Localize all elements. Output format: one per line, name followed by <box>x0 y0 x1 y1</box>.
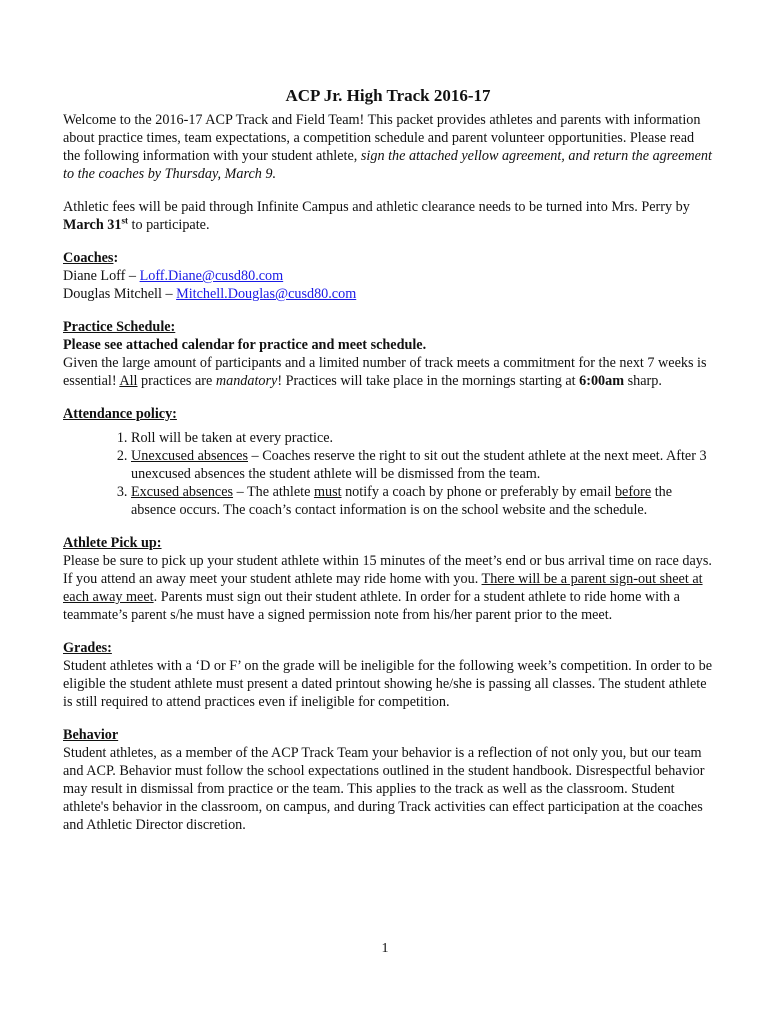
behavior-paragraph: Student athletes, as a member of the ACP Track Team your behavior is a reflection of not only you, but our team and ACP. Behavior must follow the school expectations outlined in the student handbook. Disrespectful behavior may result in dismissal from practice or the team. This applies to the track as well as the classroom. Student athlete's behavior in the classroom, on campus, and during Track activities can effect participation at the coaches and Athletic Director discretion. <box>63 745 705 833</box>
intro-paragraph <box>63 111 713 183</box>
pickup-text: . Parents must sign out their student athlete. In order for a student athlete to ride home with a teammate’s parent s/he must have a signed permission note from his/her parent prior to the meet. <box>63 589 680 623</box>
excused-before: before <box>614 484 652 500</box>
pickup-paragraph <box>63 552 713 624</box>
practice-paragraph <box>63 354 713 390</box>
coach-name: Douglas Mitchell – <box>63 286 177 302</box>
fees-tail: to participate. <box>127 217 210 233</box>
attendance-section <box>63 405 713 519</box>
grades-paragraph: Student athletes with a ‘D or F’ on the grade will be ineligible for the following week’s competition. In order to be eligible the student athlete must present a dated printout showing he/she is passing all classes. The student athlete is still required to attend practices even if ineligible for competition. <box>63 658 713 710</box>
excused-label: Excused absences <box>131 484 234 500</box>
coach-row <box>63 285 713 303</box>
pickup-text: Please be sure to pick up your student athlete within 15 minutes of the meet’s end or bus arrival time on race days. If you attend an away meet your student athlete may ride home with you. <box>63 553 712 587</box>
practice-heading: Practice Schedule: <box>63 319 176 335</box>
coaches-heading-colon: : <box>113 250 119 266</box>
excused-must: must <box>313 484 342 500</box>
pickup-signout-note: There will be a parent sign-out sheet at each away meet <box>63 571 703 605</box>
attendance-item <box>131 483 713 519</box>
practice-section <box>63 318 713 390</box>
coach-name: Diane Loff – <box>63 268 140 284</box>
coaches-section <box>63 249 713 303</box>
grades-section <box>63 639 713 711</box>
attendance-item <box>131 447 713 483</box>
intro-text: Welcome to the 2016-17 ACP Track and Field Team! This packet provides athletes and parents with information about practice times, team expectations, a competition schedule and parent volunteer opportunities. Please read the following information with your student athlete, <box>63 112 701 164</box>
excused-text: – The athlete <box>233 484 314 500</box>
coach-email-link[interactable]: Mitchell.Douglas@cusd80.com <box>176 286 357 302</box>
practice-text: ! Practices will take place in the mornings starting at <box>277 373 580 389</box>
practice-text: practices are <box>137 373 216 389</box>
behavior-section <box>63 726 713 834</box>
coach-row <box>63 267 713 285</box>
pickup-heading: Athlete Pick up: <box>63 535 162 551</box>
practice-text: sharp. <box>624 373 662 389</box>
fees-deadline: March 31 <box>63 217 122 233</box>
practice-calendar-note: Please see attached calendar for practice and meet schedule. <box>63 337 427 353</box>
excused-text: notify a coach by phone or preferably by email <box>341 484 615 500</box>
coaches-heading-label: Coaches <box>63 250 114 266</box>
practice-mandatory: mandatory <box>215 373 278 389</box>
practice-all: All <box>119 373 138 389</box>
page-title: ACP Jr. High Track 2016-17 <box>285 86 491 105</box>
intro-italic-instruction: sign the attached yellow agreement, and return the agreement to the coaches by Thursday, March 9. <box>63 148 712 182</box>
coach-email-link[interactable]: Loff.Diane@cusd80.com <box>139 268 284 284</box>
document-body <box>63 86 713 834</box>
excused-text: the absence occurs. The coach’s contact information is on the school website and the schedule. <box>131 484 673 518</box>
attendance-list <box>63 429 713 519</box>
grades-heading: Grades: <box>63 640 112 656</box>
fees-deadline-suffix: st <box>121 215 128 226</box>
practice-text: Given the large amount of participants and a limited number of track meets a commitment for the next 7 weeks is essential! <box>63 355 707 389</box>
fees-text: Athletic fees will be paid through Infinite Campus and athletic clearance needs to be turned into Mrs. Perry by <box>63 199 690 215</box>
page-number: 1 <box>381 941 389 956</box>
unexcused-label: Unexcused absences <box>131 448 248 464</box>
behavior-heading: Behavior <box>63 727 119 743</box>
practice-start-time: 6:00am <box>579 373 625 389</box>
fees-paragraph <box>63 198 713 234</box>
coaches-heading <box>63 249 713 267</box>
attendance-item: 1. Roll will be taken at every practice. <box>131 429 713 447</box>
pickup-section <box>63 534 713 624</box>
attendance-heading: Attendance policy: <box>63 406 177 422</box>
unexcused-text: – Coaches reserve the right to sit out the student athlete at the next meet. After 3 unexcused absences the student athlete will be dismissed from the team. <box>131 448 707 482</box>
